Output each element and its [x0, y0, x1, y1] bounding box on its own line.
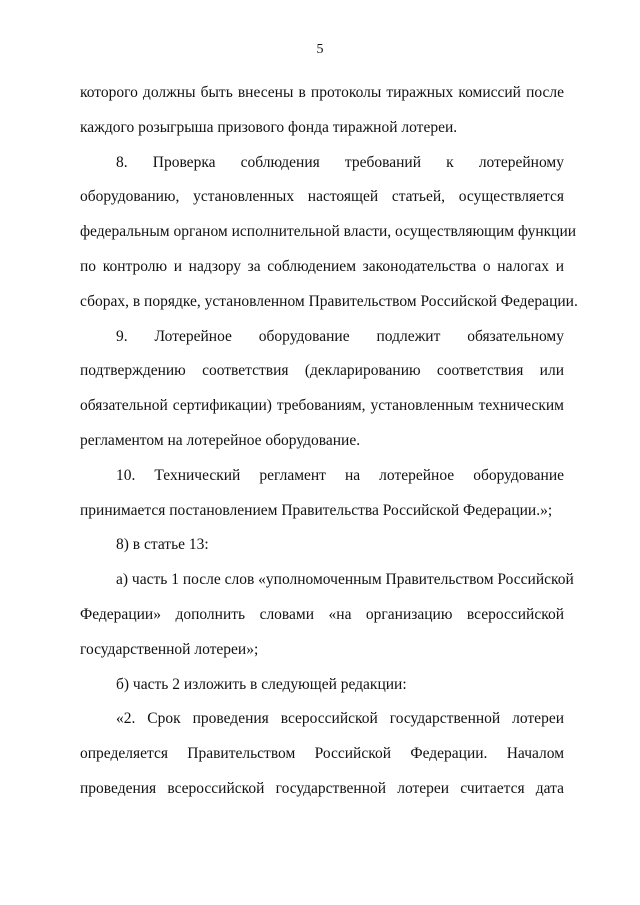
text-line: а) часть 1 после слов «уполномоченным Правительством Российской: [116, 571, 574, 589]
paragraph-item-9: [80, 320, 564, 459]
text-line: государственной лотереи»;: [80, 640, 259, 658]
text-line: оборудованию, установленных настоящей статьей, осуществляется: [80, 188, 564, 206]
text-line: подтверждению соответствия (декларированию соответствия или: [80, 362, 564, 380]
paragraph-item-10: [80, 459, 564, 529]
text-line: сборах, в порядке, установленном Правительством Российской Федерации.: [80, 292, 578, 310]
text-line: каждого розыгрыша призового фонда тиражной лотереи.: [80, 118, 458, 136]
document-body: [80, 76, 578, 807]
paragraph-part-a: [80, 563, 574, 667]
text-line: регламентом на лотерейное оборудование.: [80, 431, 361, 449]
text-line: определяется Правительством Российской Федерации. Началом: [80, 745, 564, 763]
paragraph-part-b: [80, 668, 564, 703]
text-line: 8. Проверка соблюдения требований к лотерейному: [116, 153, 564, 171]
text-line: по контролю и надзору за соблюдением законодательства о налогах и: [80, 257, 564, 275]
text-line: обязательной сертификации) требованиям, установленным техническим: [80, 397, 564, 415]
text-line: 8) в статье 13:: [116, 536, 209, 554]
text-line: Федерации» дополнить словами «на организацию всероссийской: [80, 605, 564, 623]
text-line: «2. Срок проведения всероссийской государственной лотереи: [116, 710, 564, 728]
text-line: 10. Технический регламент на лотерейное оборудование: [116, 466, 564, 484]
paragraph-continuation: [80, 76, 564, 146]
text-line: которого должны быть внесены в протоколы тиражных комиссий после: [80, 84, 564, 101]
paragraph-item-8: [80, 146, 578, 320]
text-line: принимается постановлением Правительства Российской Федерации.»;: [80, 501, 553, 519]
paragraph-new-part-2: [80, 702, 564, 806]
text-line: б) часть 2 изложить в следующей редакции:: [116, 675, 407, 693]
paragraph-article-13: [80, 528, 564, 563]
text-line: проведения всероссийской государственной лотереи считается дата: [80, 779, 564, 797]
text-line: федеральным органом исполнительной власти, осуществляющим функции: [80, 223, 577, 241]
text-line: 9. Лотерейное оборудование подлежит обязательному: [116, 327, 564, 345]
page-number: 5: [316, 42, 324, 57]
